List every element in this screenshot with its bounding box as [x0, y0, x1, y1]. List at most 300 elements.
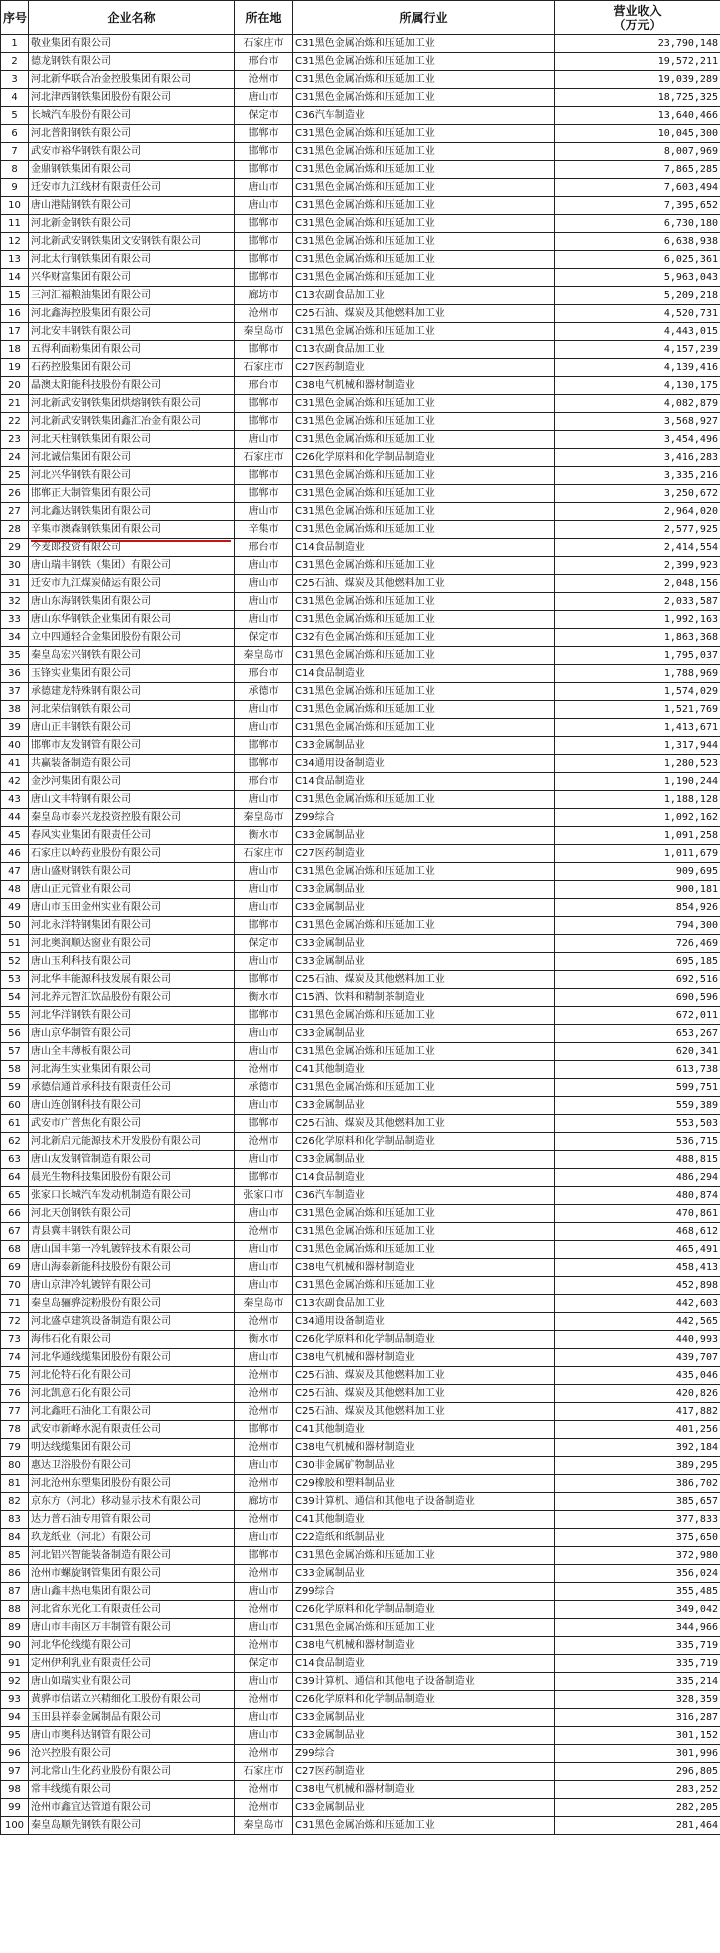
cell-no: 23	[1, 431, 29, 449]
cell-city: 保定市	[235, 107, 293, 125]
cell-no: 40	[1, 737, 29, 755]
cell-industry: C31黑色金属冶炼和压延加工业	[293, 791, 555, 809]
cell-city: 衡水市	[235, 989, 293, 1007]
cell-industry: C31黑色金属冶炼和压延加工业	[293, 215, 555, 233]
cell-no: 45	[1, 827, 29, 845]
cell-no: 33	[1, 611, 29, 629]
cell-industry: C31黑色金属冶炼和压延加工业	[293, 1043, 555, 1061]
cell-no: 50	[1, 917, 29, 935]
cell-city: 邢台市	[235, 53, 293, 71]
cell-no: 72	[1, 1313, 29, 1331]
table-row	[1, 971, 720, 989]
cell-city: 衡水市	[235, 1331, 293, 1349]
cell-city: 唐山市	[235, 557, 293, 575]
cell-no: 64	[1, 1169, 29, 1187]
cell-city: 邯郸市	[235, 1007, 293, 1025]
cell-industry: C41其他制造业	[293, 1511, 555, 1529]
cell-no: 73	[1, 1331, 29, 1349]
header-row	[1, 1, 720, 35]
cell-name: 河北华丰能源科技发展有限公司	[29, 971, 235, 989]
cell-no: 55	[1, 1007, 29, 1025]
cell-name: 邯郸正大制管集团有限公司	[29, 485, 235, 503]
table-row	[1, 1781, 720, 1799]
cell-industry: C38电气机械和器材制造业	[293, 1781, 555, 1799]
cell-name: 玉田县祥泰金属制品有限公司	[29, 1709, 235, 1727]
cell-no: 84	[1, 1529, 29, 1547]
cell-city: 秦皇岛市	[235, 809, 293, 827]
table-row	[1, 1673, 720, 1691]
cell-industry: C41其他制造业	[293, 1421, 555, 1439]
cell-city: 邢台市	[235, 539, 293, 557]
cell-city: 保定市	[235, 629, 293, 647]
cell-name: 石药控股集团有限公司	[29, 359, 235, 377]
table-row	[1, 467, 720, 485]
cell-city: 邢台市	[235, 773, 293, 791]
cell-no: 21	[1, 395, 29, 413]
cell-industry: C25石油、煤炭及其他燃料加工业	[293, 1367, 555, 1385]
cell-name: 河北凯意石化有限公司	[29, 1385, 235, 1403]
cell-industry: C25石油、煤炭及其他燃料加工业	[293, 305, 555, 323]
cell-industry: C34通用设备制造业	[293, 755, 555, 773]
cell-no: 100	[1, 1817, 29, 1835]
cell-industry: C31黑色金属冶炼和压延加工业	[293, 557, 555, 575]
table-row	[1, 917, 720, 935]
table-row	[1, 1025, 720, 1043]
cell-no: 13	[1, 251, 29, 269]
cell-no: 3	[1, 71, 29, 89]
cell-city: 唐山市	[235, 503, 293, 521]
cell-no: 5	[1, 107, 29, 125]
cell-name: 武安市广普焦化有限公司	[29, 1115, 235, 1133]
cell-revenue: 435,046	[555, 1367, 720, 1385]
cell-name: 张家口长城汽车发动机制造有限公司	[29, 1187, 235, 1205]
cell-revenue: 19,572,211	[555, 53, 720, 71]
cell-city: 唐山市	[235, 1457, 293, 1475]
cell-industry: C38电气机械和器材制造业	[293, 377, 555, 395]
cell-city: 保定市	[235, 935, 293, 953]
cell-name: 唐山如瑞实业有限公司	[29, 1673, 235, 1691]
cell-no: 58	[1, 1061, 29, 1079]
cell-name: 德龙钢铁有限公司	[29, 53, 235, 71]
cell-city: 沧州市	[235, 1313, 293, 1331]
cell-revenue: 2,048,156	[555, 575, 720, 593]
table-row	[1, 1133, 720, 1151]
table-row	[1, 377, 720, 395]
table-row	[1, 1151, 720, 1169]
cell-no: 82	[1, 1493, 29, 1511]
cell-city: 唐山市	[235, 1529, 293, 1547]
cell-industry: C38电气机械和器材制造业	[293, 1259, 555, 1277]
table-row	[1, 1277, 720, 1295]
cell-industry: C31黑色金属冶炼和压延加工业	[293, 431, 555, 449]
cell-name: 唐山市丰南区万丰制管有限公司	[29, 1619, 235, 1637]
cell-industry: C36汽车制造业	[293, 107, 555, 125]
cell-revenue: 3,250,672	[555, 485, 720, 503]
cell-name: 三河汇福粮油集团有限公司	[29, 287, 235, 305]
table-row	[1, 1691, 720, 1709]
cell-no: 99	[1, 1799, 29, 1817]
cell-name: 河北荣信钢铁有限公司	[29, 701, 235, 719]
cell-industry: Z99综合	[293, 1583, 555, 1601]
cell-name: 河北津西钢铁集团股份有限公司	[29, 89, 235, 107]
cell-no: 80	[1, 1457, 29, 1475]
cell-revenue: 7,865,285	[555, 161, 720, 179]
cell-industry: C31黑色金属冶炼和压延加工业	[293, 233, 555, 251]
cell-name: 京东方（河北）移动显示技术有限公司	[29, 1493, 235, 1511]
cell-name: 河北海生实业集团有限公司	[29, 1061, 235, 1079]
cell-revenue: 375,650	[555, 1529, 720, 1547]
table-row	[1, 611, 720, 629]
cell-no: 63	[1, 1151, 29, 1169]
cell-name: 唐山市玉田金州实业有限公司	[29, 899, 235, 917]
cell-industry: C27医药制造业	[293, 1763, 555, 1781]
cell-name: 秦皇岛骊骅淀粉股份有限公司	[29, 1295, 235, 1313]
cell-no: 65	[1, 1187, 29, 1205]
cell-industry: C31黑色金属冶炼和压延加工业	[293, 161, 555, 179]
cell-industry: C31黑色金属冶炼和压延加工业	[293, 683, 555, 701]
table-row	[1, 1799, 720, 1817]
cell-city: 邯郸市	[235, 233, 293, 251]
cell-city: 邯郸市	[235, 341, 293, 359]
table-row	[1, 305, 720, 323]
cell-revenue: 3,416,283	[555, 449, 720, 467]
cell-revenue: 452,898	[555, 1277, 720, 1295]
table-row	[1, 1295, 720, 1313]
cell-revenue: 4,520,731	[555, 305, 720, 323]
table-row	[1, 809, 720, 827]
cell-city: 保定市	[235, 1655, 293, 1673]
cell-name: 金鼎钢铁集团有限公司	[29, 161, 235, 179]
table-row	[1, 359, 720, 377]
cell-no: 26	[1, 485, 29, 503]
cell-industry: C13农副食品加工业	[293, 341, 555, 359]
cell-no: 11	[1, 215, 29, 233]
cell-industry: C31黑色金属冶炼和压延加工业	[293, 701, 555, 719]
cell-no: 29	[1, 539, 29, 557]
cell-no: 59	[1, 1079, 29, 1097]
cell-industry: C31黑色金属冶炼和压延加工业	[293, 1619, 555, 1637]
cell-no: 87	[1, 1583, 29, 1601]
cell-revenue: 2,577,925	[555, 521, 720, 539]
cell-revenue: 7,603,494	[555, 179, 720, 197]
cell-revenue: 4,130,175	[555, 377, 720, 395]
cell-revenue: 726,469	[555, 935, 720, 953]
cell-city: 邯郸市	[235, 917, 293, 935]
table-row	[1, 1349, 720, 1367]
cell-city: 沧州市	[235, 1385, 293, 1403]
cell-city: 沧州市	[235, 1745, 293, 1763]
cell-no: 36	[1, 665, 29, 683]
cell-revenue: 420,826	[555, 1385, 720, 1403]
cell-name: 玖龙纸业（河北）有限公司	[29, 1529, 235, 1547]
cell-no: 19	[1, 359, 29, 377]
cell-city: 邢台市	[235, 665, 293, 683]
table-row	[1, 251, 720, 269]
table-row	[1, 413, 720, 431]
cell-industry: C31黑色金属冶炼和压延加工业	[293, 71, 555, 89]
cell-city: 唐山市	[235, 1097, 293, 1115]
cell-city: 沧州市	[235, 1133, 293, 1151]
cell-revenue: 2,399,923	[555, 557, 720, 575]
cell-industry: C33金属制品业	[293, 899, 555, 917]
table-row	[1, 737, 720, 755]
cell-no: 88	[1, 1601, 29, 1619]
cell-industry: C14食品制造业	[293, 665, 555, 683]
cell-city: 唐山市	[235, 1619, 293, 1637]
cell-no: 52	[1, 953, 29, 971]
cell-no: 38	[1, 701, 29, 719]
cell-city: 沧州市	[235, 1637, 293, 1655]
cell-no: 31	[1, 575, 29, 593]
table-row	[1, 1583, 720, 1601]
cell-name: 河北天创钢铁有限公司	[29, 1205, 235, 1223]
table-row	[1, 341, 720, 359]
cell-name: 兴华财富集团有限公司	[29, 269, 235, 287]
cell-name: 唐山东海钢铁集团有限公司	[29, 593, 235, 611]
table-row	[1, 197, 720, 215]
table-row	[1, 1115, 720, 1133]
cell-industry: C31黑色金属冶炼和压延加工业	[293, 125, 555, 143]
cell-revenue: 417,882	[555, 1403, 720, 1421]
cell-name: 石家庄以岭药业股份有限公司	[29, 845, 235, 863]
table-row	[1, 449, 720, 467]
cell-name: 唐山京津冷轧镀锌有限公司	[29, 1277, 235, 1295]
cell-revenue: 1,795,037	[555, 647, 720, 665]
cell-revenue: 281,464	[555, 1817, 720, 1835]
cell-city: 唐山市	[235, 1277, 293, 1295]
cell-industry: C14食品制造业	[293, 1169, 555, 1187]
cell-industry: C33金属制品业	[293, 1727, 555, 1745]
table-row	[1, 575, 720, 593]
cell-name: 唐山瑞丰钢铁（集团）有限公司	[29, 557, 235, 575]
cell-name: 辛集市澳森钢铁集团有限公司	[29, 521, 235, 539]
cell-revenue: 392,184	[555, 1439, 720, 1457]
cell-industry: C31黑色金属冶炼和压延加工业	[293, 179, 555, 197]
cell-name: 今麦郎投资有限公司	[29, 539, 235, 557]
cell-revenue: 442,565	[555, 1313, 720, 1331]
table-row	[1, 287, 720, 305]
cell-no: 86	[1, 1565, 29, 1583]
cell-city: 邯郸市	[235, 485, 293, 503]
table-row	[1, 845, 720, 863]
cell-revenue: 335,719	[555, 1655, 720, 1673]
cell-industry: C38电气机械和器材制造业	[293, 1349, 555, 1367]
cell-city: 石家庄市	[235, 35, 293, 53]
cell-industry: C25石油、煤炭及其他燃料加工业	[293, 971, 555, 989]
cell-revenue: 900,181	[555, 881, 720, 899]
cell-no: 44	[1, 809, 29, 827]
cell-no: 89	[1, 1619, 29, 1637]
table-row	[1, 755, 720, 773]
cell-city: 沧州市	[235, 305, 293, 323]
cell-name: 海伟石化有限公司	[29, 1331, 235, 1349]
cell-industry: C31黑色金属冶炼和压延加工业	[293, 323, 555, 341]
cell-no: 74	[1, 1349, 29, 1367]
table-row	[1, 863, 720, 881]
cell-industry: C31黑色金属冶炼和压延加工业	[293, 1277, 555, 1295]
cell-name: 玉锋实业集团有限公司	[29, 665, 235, 683]
cell-no: 96	[1, 1745, 29, 1763]
cell-city: 邯郸市	[235, 1115, 293, 1133]
cell-name: 唐山京华制管有限公司	[29, 1025, 235, 1043]
table-row	[1, 1763, 720, 1781]
cell-industry: C14食品制造业	[293, 1655, 555, 1673]
cell-name: 沧州市鑫宜达管道有限公司	[29, 1799, 235, 1817]
cell-name: 河北新启元能源技术开发股份有限公司	[29, 1133, 235, 1151]
cell-name: 黄骅市信诺立兴精细化工股份有限公司	[29, 1691, 235, 1709]
cell-name: 河北鑫海控股集团有限公司	[29, 305, 235, 323]
table-row	[1, 503, 720, 521]
cell-city: 邯郸市	[235, 269, 293, 287]
cell-industry: C26化学原料和化学制品制造业	[293, 1133, 555, 1151]
cell-industry: C31黑色金属冶炼和压延加工业	[293, 1223, 555, 1241]
cell-city: 唐山市	[235, 791, 293, 809]
cell-industry: C31黑色金属冶炼和压延加工业	[293, 269, 555, 287]
cell-no: 98	[1, 1781, 29, 1799]
cell-name: 河北奥润顺达窗业有限公司	[29, 935, 235, 953]
table-row	[1, 773, 720, 791]
cell-industry: C31黑色金属冶炼和压延加工业	[293, 251, 555, 269]
table-row	[1, 269, 720, 287]
header-revenue-line1: 营业收入	[613, 3, 662, 18]
cell-revenue: 283,252	[555, 1781, 720, 1799]
cell-name: 达力普石油专用管有限公司	[29, 1511, 235, 1529]
cell-no: 30	[1, 557, 29, 575]
cell-city: 唐山市	[235, 179, 293, 197]
cell-name: 唐山正丰钢铁有限公司	[29, 719, 235, 737]
cell-revenue: 3,335,216	[555, 467, 720, 485]
cell-city: 邯郸市	[235, 395, 293, 413]
cell-name: 长城汽车股份有限公司	[29, 107, 235, 125]
cell-city: 唐山市	[235, 1673, 293, 1691]
table-row	[1, 1529, 720, 1547]
cell-revenue: 316,287	[555, 1709, 720, 1727]
cell-industry: C26化学原料和化学制品制造业	[293, 1691, 555, 1709]
cell-revenue: 5,209,218	[555, 287, 720, 305]
cell-revenue: 23,790,148	[555, 35, 720, 53]
cell-revenue: 470,861	[555, 1205, 720, 1223]
cell-name: 河北新武安钢铁集团鑫汇冶金有限公司	[29, 413, 235, 431]
cell-city: 沧州市	[235, 1511, 293, 1529]
cell-industry: C14食品制造业	[293, 773, 555, 791]
table-row	[1, 1205, 720, 1223]
cell-industry: C29橡胶和塑料制品业	[293, 1475, 555, 1493]
table-row	[1, 899, 720, 917]
table-row	[1, 1259, 720, 1277]
cell-no: 4	[1, 89, 29, 107]
cell-name: 河北华伦线缆有限公司	[29, 1637, 235, 1655]
header-industry: 所属行业	[293, 1, 555, 35]
cell-industry: C31黑色金属冶炼和压延加工业	[293, 863, 555, 881]
cell-industry: C31黑色金属冶炼和压延加工业	[293, 197, 555, 215]
cell-industry: C33金属制品业	[293, 935, 555, 953]
cell-industry: C31黑色金属冶炼和压延加工业	[293, 1007, 555, 1025]
cell-industry: C31黑色金属冶炼和压延加工业	[293, 1547, 555, 1565]
cell-industry: C33金属制品业	[293, 881, 555, 899]
cell-industry: C33金属制品业	[293, 953, 555, 971]
cell-name: 承德建龙特殊钢有限公司	[29, 683, 235, 701]
cell-industry: C26化学原料和化学制品制造业	[293, 449, 555, 467]
cell-industry: C31黑色金属冶炼和压延加工业	[293, 143, 555, 161]
cell-city: 邯郸市	[235, 143, 293, 161]
table-row	[1, 791, 720, 809]
cell-revenue: 6,638,938	[555, 233, 720, 251]
cell-no: 69	[1, 1259, 29, 1277]
cell-revenue: 10,045,300	[555, 125, 720, 143]
cell-name: 沧兴控股有限公司	[29, 1745, 235, 1763]
cell-city: 邯郸市	[235, 1547, 293, 1565]
highlight-underline	[31, 540, 231, 542]
cell-city: 邯郸市	[235, 1421, 293, 1439]
cell-city: 唐山市	[235, 953, 293, 971]
cell-name: 河北鑫旺石油化工有限公司	[29, 1403, 235, 1421]
table-row	[1, 1547, 720, 1565]
cell-city: 沧州市	[235, 1781, 293, 1799]
cell-no: 15	[1, 287, 29, 305]
cell-city: 张家口市	[235, 1187, 293, 1205]
cell-name: 唐山全丰薄板有限公司	[29, 1043, 235, 1061]
cell-city: 石家庄市	[235, 1763, 293, 1781]
cell-city: 沧州市	[235, 1223, 293, 1241]
cell-revenue: 620,341	[555, 1043, 720, 1061]
table-row	[1, 89, 720, 107]
cell-name: 青县冀丰钢铁有限公司	[29, 1223, 235, 1241]
cell-name: 河北常山生化药业股份有限公司	[29, 1763, 235, 1781]
cell-industry: C15酒、饮料和精制茶制造业	[293, 989, 555, 1007]
cell-industry: Z99综合	[293, 1745, 555, 1763]
cell-city: 唐山市	[235, 1259, 293, 1277]
cell-industry: C30非金属矿物制品业	[293, 1457, 555, 1475]
cell-name: 河北新金钢铁有限公司	[29, 215, 235, 233]
cell-revenue: 1,317,944	[555, 737, 720, 755]
cell-name: 沧州市螺旋钢管集团有限公司	[29, 1565, 235, 1583]
cell-industry: C31黑色金属冶炼和压延加工业	[293, 1241, 555, 1259]
cell-revenue: 13,640,466	[555, 107, 720, 125]
cell-no: 70	[1, 1277, 29, 1295]
cell-name: 唐山文丰特钢有限公司	[29, 791, 235, 809]
cell-city: 唐山市	[235, 431, 293, 449]
cell-name: 河北华通线缆集团股份有限公司	[29, 1349, 235, 1367]
cell-no: 28	[1, 521, 29, 539]
cell-industry: C33金属制品业	[293, 1709, 555, 1727]
cell-industry: C31黑色金属冶炼和压延加工业	[293, 611, 555, 629]
cell-revenue: 401,256	[555, 1421, 720, 1439]
cell-name: 河北兴华钢铁有限公司	[29, 467, 235, 485]
cell-city: 廊坊市	[235, 1493, 293, 1511]
cell-no: 14	[1, 269, 29, 287]
table-row	[1, 125, 720, 143]
cell-no: 81	[1, 1475, 29, 1493]
cell-no: 95	[1, 1727, 29, 1745]
cell-revenue: 8,007,969	[555, 143, 720, 161]
cell-name: 敬业集团有限公司	[29, 35, 235, 53]
cell-no: 1	[1, 35, 29, 53]
cell-revenue: 18,725,325	[555, 89, 720, 107]
cell-industry: C31黑色金属冶炼和压延加工业	[293, 593, 555, 611]
cell-city: 唐山市	[235, 881, 293, 899]
table-row	[1, 1655, 720, 1673]
cell-name: 河北养元智汇饮品股份有限公司	[29, 989, 235, 1007]
cell-revenue: 377,833	[555, 1511, 720, 1529]
cell-name: 常丰线缆有限公司	[29, 1781, 235, 1799]
cell-city: 唐山市	[235, 1025, 293, 1043]
cell-industry: C13农副食品加工业	[293, 287, 555, 305]
cell-city: 唐山市	[235, 1151, 293, 1169]
table-row	[1, 35, 720, 53]
cell-no: 8	[1, 161, 29, 179]
cell-no: 54	[1, 989, 29, 1007]
cell-no: 41	[1, 755, 29, 773]
